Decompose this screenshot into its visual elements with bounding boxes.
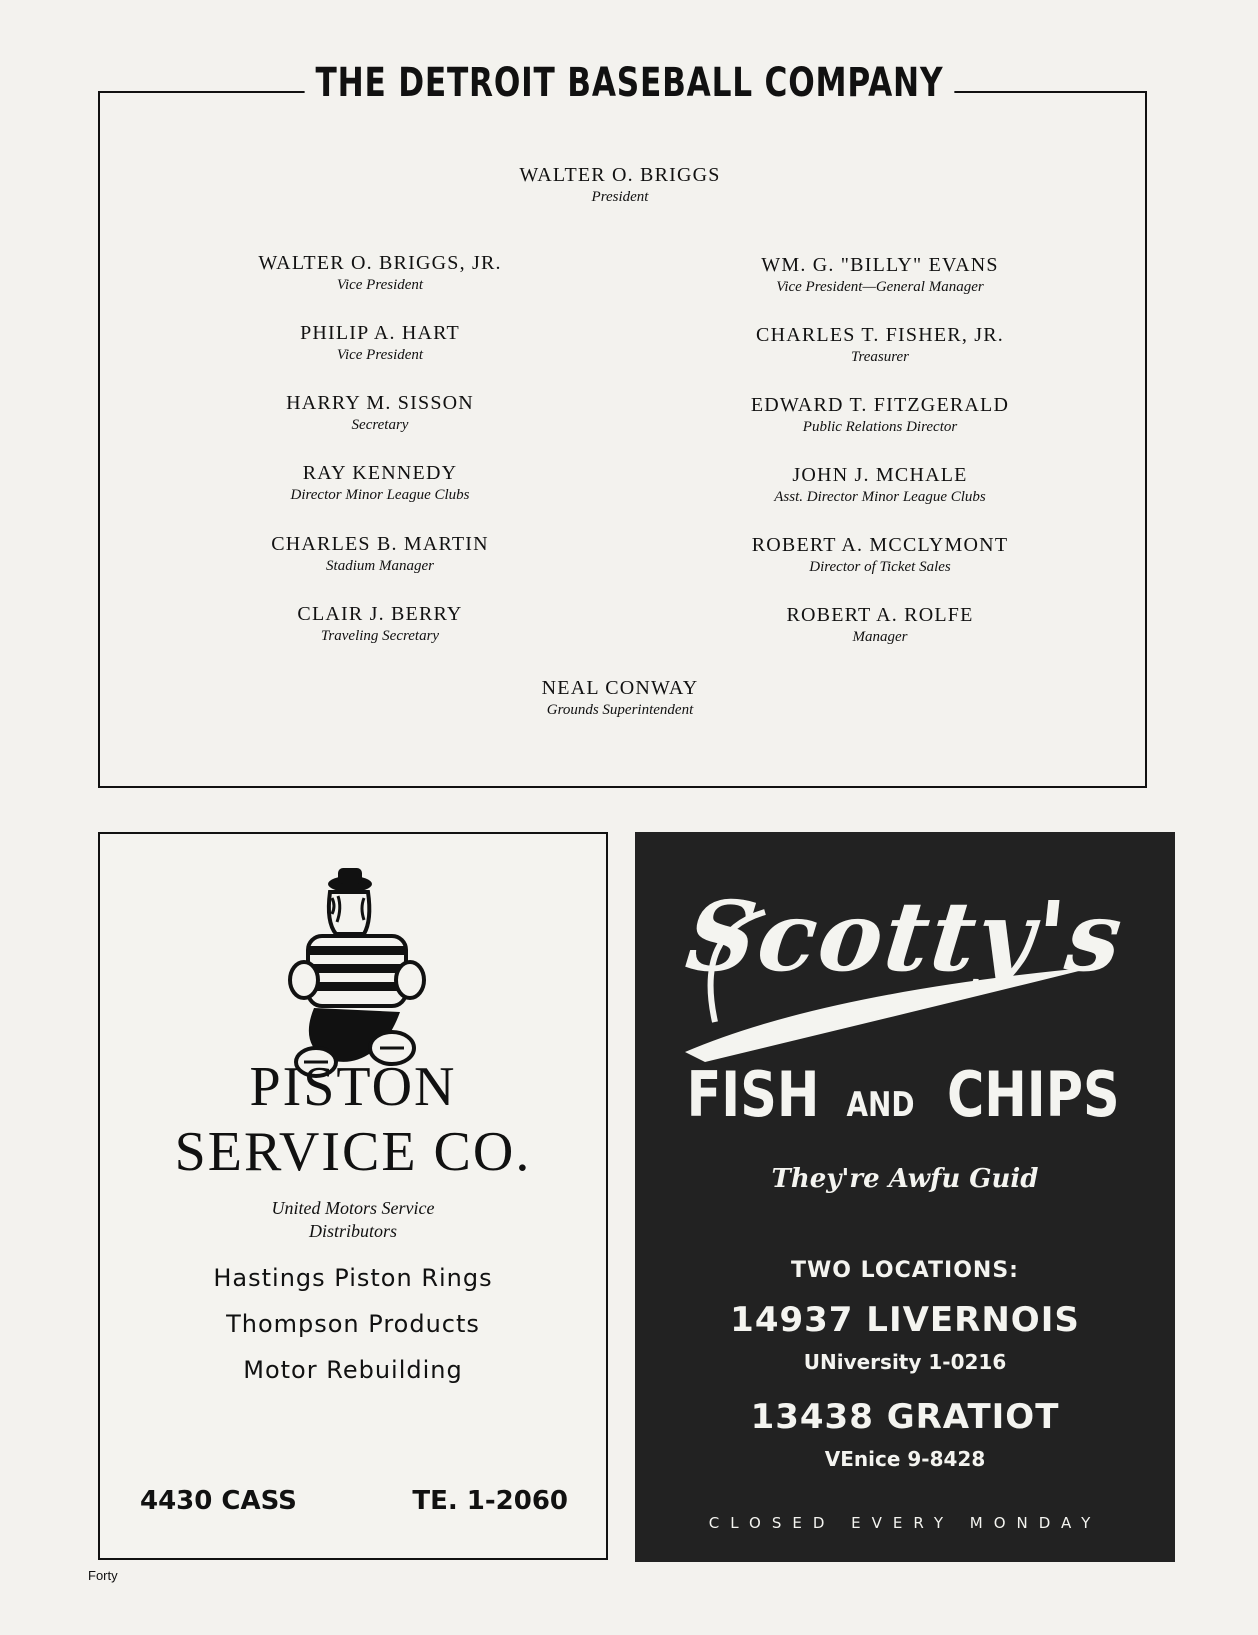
piston-product-0: Hastings Piston Rings [213, 1264, 493, 1292]
officer-title: Public Relations Director [802, 419, 958, 435]
scottys-headline [635, 1058, 1175, 1131]
closed-notice: CLOSED EVERY MONDAY [708, 1514, 1102, 1532]
officer-name: CHARLES B. MARTIN [271, 533, 489, 555]
officer-right-0 [670, 254, 1090, 296]
piston-phone: TE. 1-2060 [412, 1486, 568, 1516]
officer-title: Vice President [336, 277, 424, 293]
officer-left-1 [170, 322, 590, 364]
officer-left-3 [170, 462, 590, 504]
officer-title: Treasurer [850, 349, 910, 365]
headline-chips: CHIPS [946, 1058, 1120, 1131]
officer-title: Secretary [351, 417, 409, 433]
officer-title: Stadium Manager [326, 558, 434, 574]
officer-title: Director Minor League Clubs [290, 487, 470, 503]
piston-subtitle-line2: Distributors [308, 1221, 398, 1241]
locations-label: TWO LOCATIONS: [791, 1258, 1019, 1283]
piston-service-ad [98, 832, 608, 1560]
officer-title: Traveling Secretary [320, 628, 440, 644]
officer-title: Asst. Director Minor League Clubs [774, 489, 986, 505]
officer-title: Vice President [336, 347, 424, 363]
piston-product-1: Thompson Products [226, 1310, 480, 1338]
company-title: THE DETROIT BASEBALL COMPANY [304, 60, 954, 106]
officer-left-5 [170, 603, 590, 645]
piston-company-line1: PISTON [249, 1056, 457, 1118]
scottys-tagline: They're Awfu Guid [771, 1164, 1039, 1194]
piston-company-line2: SERVICE CO. [174, 1121, 532, 1183]
officer-name: ROBERT A. ROLFE [786, 604, 974, 626]
officer-name: WALTER O. BRIGGS, JR. [258, 252, 502, 274]
piston-product-2: Motor Rebuilding [243, 1356, 463, 1384]
officer-right-5 [670, 604, 1090, 646]
officer-name: NEAL CONWAY [541, 677, 699, 699]
location2-phone: VEnice 9-8428 [824, 1447, 986, 1471]
officer-right-2 [670, 394, 1090, 436]
headline-and: AND [846, 1085, 915, 1125]
location2-address: 13438 GRATIOT [750, 1397, 1060, 1437]
officer-right-3 [670, 464, 1090, 506]
scottys-ad [635, 832, 1175, 1562]
officer-name: CLAIR J. BERRY [297, 603, 463, 625]
officer-left-4 [170, 533, 590, 575]
officer-name: WM. G. "BILLY" EVANS [761, 254, 999, 276]
location1-address: 14937 LIVERNOIS [730, 1300, 1080, 1340]
officer-name: WALTER O. BRIGGS [519, 164, 721, 186]
officer-title: Vice President—General Manager [776, 279, 984, 295]
officer-name: CHARLES T. FISHER, JR. [756, 324, 1004, 346]
officer-name: RAY KENNEDY [302, 462, 458, 484]
piston-subtitle-line1: United Motors Service [271, 1198, 435, 1218]
officer-title: Grounds Superintendent [546, 702, 694, 718]
officer-bottom [410, 677, 830, 719]
page-number: Forty [88, 1568, 118, 1583]
officer-name: HARRY M. SISSON [286, 392, 474, 414]
officer-name: PHILIP A. HART [300, 322, 460, 344]
officer-name: EDWARD T. FITZGERALD [750, 394, 1010, 416]
location1-phone: UNiversity 1-0216 [803, 1350, 1007, 1374]
officer-right-4 [670, 534, 1090, 576]
officer-name: ROBERT A. MCCLYMONT [751, 534, 1009, 556]
officer-name: JOHN J. MCHALE [792, 464, 968, 486]
officer-title: Manager [852, 629, 908, 645]
scottys-brand: Scotty's [681, 880, 1129, 993]
headline-fish: FISH [686, 1058, 820, 1131]
piston-address: 4430 CASS [140, 1486, 297, 1516]
officer-title: President [591, 189, 649, 205]
officer-title: Director of Ticket Sales [809, 559, 951, 575]
officer-president [410, 164, 830, 206]
officer-left-0 [170, 252, 590, 294]
officer-left-2 [170, 392, 590, 434]
officer-right-1 [670, 324, 1090, 366]
company-title-wrap [0, 60, 1258, 106]
